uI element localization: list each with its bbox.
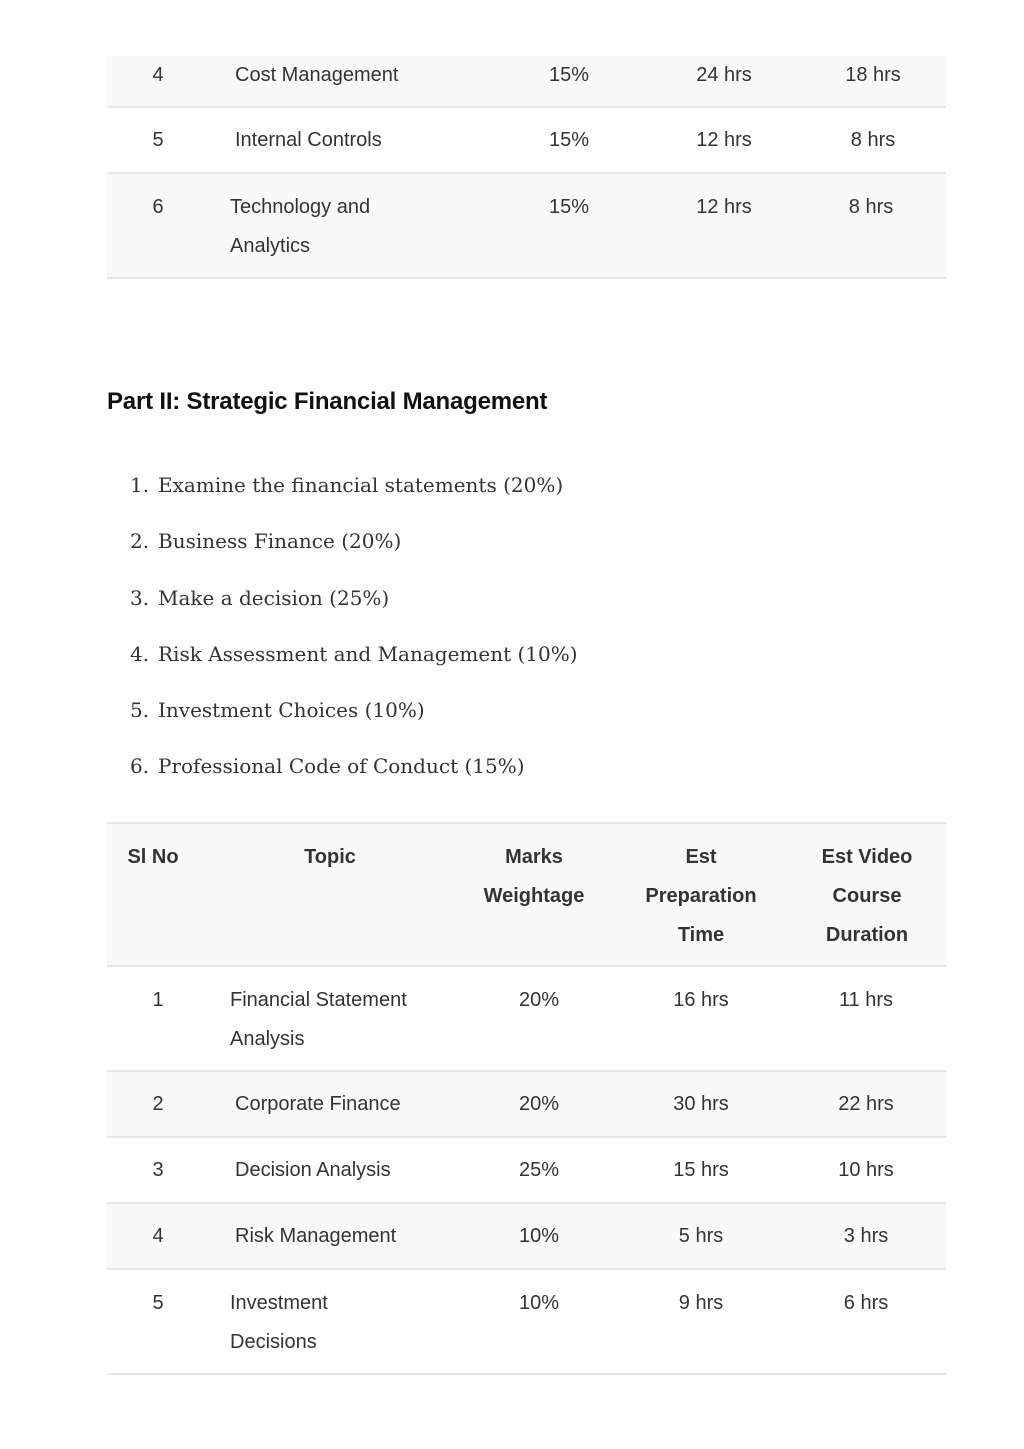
list-item xyxy=(130,468,578,524)
list-item xyxy=(130,581,578,637)
marks-cell: 20% xyxy=(518,989,560,1011)
video-duration-cell: 8 hrs xyxy=(848,196,894,218)
sl-no-cell: 1 xyxy=(152,989,164,1011)
marks-cell: 25% xyxy=(518,1159,560,1181)
marks-cell: 15% xyxy=(548,129,590,151)
video-duration-cell: 22 hrs xyxy=(838,1093,894,1115)
table-header-row xyxy=(107,824,946,967)
list-text: Risk Assessment and Management (10%) xyxy=(158,641,578,666)
topic-list xyxy=(130,468,578,806)
table-row xyxy=(107,967,946,1072)
list-number: 1. xyxy=(130,473,150,497)
list-text: Business Finance (20%) xyxy=(158,529,402,554)
sl-no-cell: 6 xyxy=(152,196,164,218)
topic-cell: Internal Controls xyxy=(235,129,382,151)
list-number: 5. xyxy=(130,698,150,723)
list-item xyxy=(130,693,578,749)
marks-cell: 15% xyxy=(548,64,590,86)
prep-time-cell: 12 hrs xyxy=(696,196,752,218)
sl-no-cell: 5 xyxy=(152,1292,164,1314)
video-duration-cell: 6 hrs xyxy=(843,1292,889,1314)
prep-time-cell: 30 hrs xyxy=(673,1093,729,1115)
topic-cell: Technology and Analytics xyxy=(230,196,371,257)
topic-cell: Investment Decisions xyxy=(230,1292,328,1353)
section-heading: Part II: Strategic Financial Management xyxy=(107,388,548,415)
prep-time-cell: 12 hrs xyxy=(696,129,752,151)
marks-cell: 10% xyxy=(518,1292,560,1314)
topic-cell: Corporate Finance xyxy=(235,1093,401,1115)
video-duration-cell: 8 hrs xyxy=(850,129,896,151)
topic-cell: Risk Management xyxy=(235,1225,397,1247)
cost-table xyxy=(107,56,946,279)
sl-no-cell: 5 xyxy=(152,129,164,151)
video-duration-cell: 18 hrs xyxy=(845,64,901,86)
prep-time-cell: 9 hrs xyxy=(678,1292,724,1314)
table-row xyxy=(107,1138,946,1204)
marks-cell: 20% xyxy=(518,1093,560,1115)
header-marks-weightage: Marks Weightage xyxy=(483,846,585,907)
table-row xyxy=(107,1204,946,1270)
video-duration-cell: 10 hrs xyxy=(838,1159,894,1181)
table-row xyxy=(107,56,946,108)
header-sl-no: Sl No xyxy=(127,846,179,868)
sl-no-cell: 3 xyxy=(152,1159,164,1181)
video-duration-cell: 3 hrs xyxy=(843,1225,889,1247)
marks-cell: 10% xyxy=(518,1225,560,1247)
table-row xyxy=(107,1270,946,1375)
list-text: Professional Code of Conduct (15%) xyxy=(158,754,525,779)
header-topic: Topic xyxy=(304,846,356,868)
sl-no-cell: 4 xyxy=(152,64,164,86)
table-row xyxy=(107,1072,946,1138)
list-number: 6. xyxy=(130,754,150,779)
prep-time-cell: 16 hrs xyxy=(673,989,729,1011)
list-text: Make a decision (25%) xyxy=(158,585,390,610)
topic-cell: Decision Analysis xyxy=(235,1159,391,1181)
video-duration-cell: 11 hrs xyxy=(838,989,894,1011)
sl-no-cell: 2 xyxy=(152,1093,164,1115)
prep-time-cell: 24 hrs xyxy=(696,64,752,86)
sl-no-cell: 4 xyxy=(152,1225,164,1247)
topic-cell: Financial Statement Analysis xyxy=(230,989,407,1050)
list-number: 2. xyxy=(130,529,150,554)
strategic-finance-table xyxy=(107,822,946,1375)
list-item xyxy=(130,749,578,805)
topic-cell: Cost Management xyxy=(235,64,399,86)
table-row xyxy=(107,108,946,174)
list-item xyxy=(130,637,578,693)
prep-time-cell: 5 hrs xyxy=(678,1225,724,1247)
list-item xyxy=(130,524,578,580)
list-text: Investment Choices (10%) xyxy=(158,698,425,723)
header-prep-time: Est Preparation Time xyxy=(645,846,757,946)
marks-cell: 15% xyxy=(548,196,590,218)
table-row xyxy=(107,174,946,279)
list-number: 3. xyxy=(130,585,150,610)
list-number: 4. xyxy=(130,641,150,666)
list-text: Examine the financial statements (20%) xyxy=(158,473,564,497)
header-video-duration: Est Video Course Duration xyxy=(821,846,913,946)
prep-time-cell: 15 hrs xyxy=(673,1159,729,1181)
